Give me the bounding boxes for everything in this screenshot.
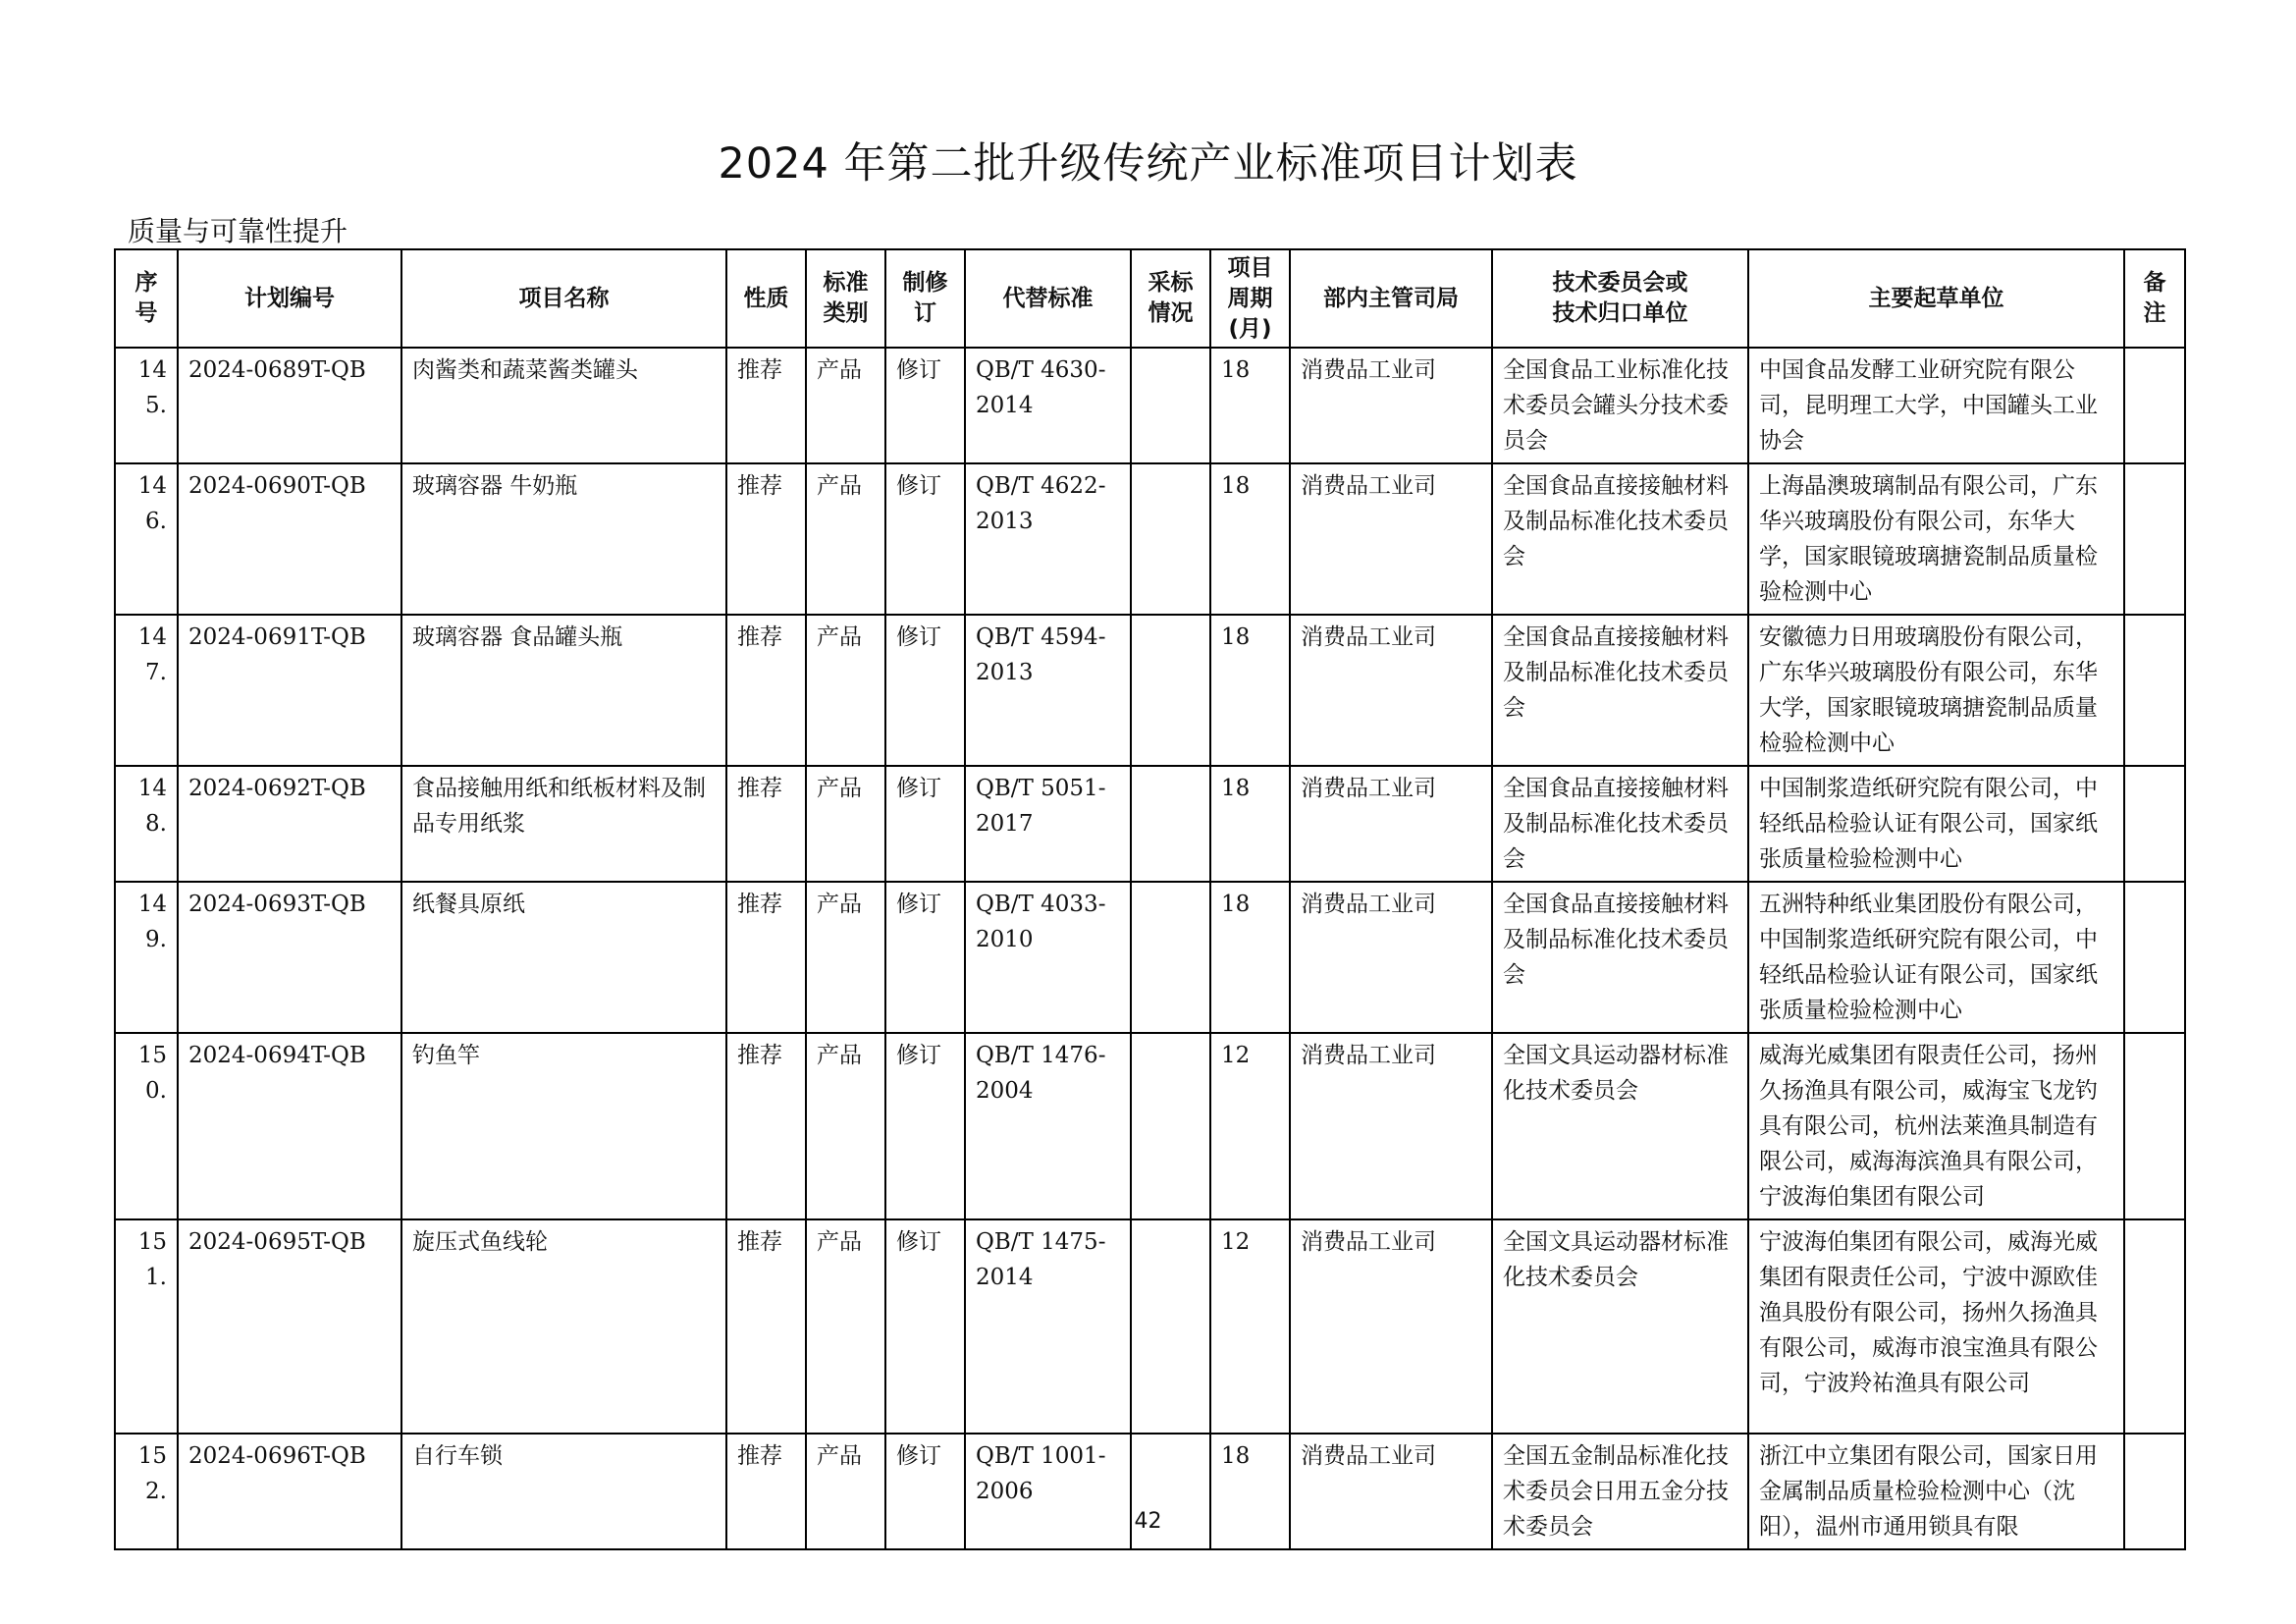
table-row <box>115 348 2185 463</box>
cell-notes <box>2124 1033 2185 1219</box>
cell-nature: 推荐 <box>726 615 806 766</box>
cell-drafters: 中国食品发酵工业研究院有限公司，昆明理工大学，中国罐头工业协会 <box>1748 348 2124 463</box>
cell-dept: 消费品工业司 <box>1290 1434 1492 1549</box>
header-cycle: 项目 周期 (月) <box>1210 249 1290 348</box>
cell-name: 食品接触用纸和纸板材料及制品专用纸浆 <box>401 766 726 882</box>
cell-committee: 全国食品直接接触材料及制品标准化技术委员会 <box>1492 882 1748 1033</box>
cell-drafters: 上海晶澳玻璃制品有限公司，广东华兴玻璃股份有限公司，东华大学，国家眼镜玻璃搪瓷制品质量检验检测中心 <box>1748 463 2124 615</box>
cell-adopt <box>1131 348 1210 463</box>
cell-seq: 148. <box>115 766 178 882</box>
cell-seq: 151. <box>115 1219 178 1434</box>
cell-name: 肉酱类和蔬菜酱类罐头 <box>401 348 726 463</box>
cell-nature: 推荐 <box>726 1033 806 1219</box>
header-name: 项目名称 <box>401 249 726 348</box>
table-row <box>115 463 2185 615</box>
cell-nature: 推荐 <box>726 766 806 882</box>
cell-committee: 全国文具运动器材标准化技术委员会 <box>1492 1219 1748 1434</box>
cell-adopt <box>1131 1033 1210 1219</box>
cell-plan-no: 2024-0692T-QB <box>178 766 401 882</box>
table-row <box>115 766 2185 882</box>
cell-notes <box>2124 463 2185 615</box>
table-header-row <box>115 249 2185 348</box>
cell-revise: 修订 <box>885 882 965 1033</box>
cell-cycle: 18 <box>1210 1434 1290 1549</box>
cell-name: 玻璃容器 牛奶瓶 <box>401 463 726 615</box>
cell-name: 玻璃容器 食品罐头瓶 <box>401 615 726 766</box>
cell-std-type: 产品 <box>806 615 885 766</box>
cell-committee: 全国文具运动器材标准化技术委员会 <box>1492 1033 1748 1219</box>
page-title: 2024 年第二批升级传统产业标准项目计划表 <box>718 139 1578 189</box>
cell-cycle: 18 <box>1210 463 1290 615</box>
cell-std-type: 产品 <box>806 766 885 882</box>
table-row <box>115 615 2185 766</box>
cell-seq: 149. <box>115 882 178 1033</box>
cell-revise: 修订 <box>885 463 965 615</box>
cell-notes <box>2124 348 2185 463</box>
cell-seq: 147. <box>115 615 178 766</box>
cell-dept: 消费品工业司 <box>1290 615 1492 766</box>
cell-adopt <box>1131 766 1210 882</box>
header-drafters: 主要起草单位 <box>1748 249 2124 348</box>
cell-seq: 146. <box>115 463 178 615</box>
cell-revise: 修订 <box>885 348 965 463</box>
cell-revise: 修订 <box>885 1219 965 1434</box>
cell-replace-standard: QB/T 1001-2006 <box>965 1434 1131 1549</box>
cell-notes <box>2124 882 2185 1033</box>
cell-plan-no: 2024-0693T-QB <box>178 882 401 1033</box>
cell-dept: 消费品工业司 <box>1290 1219 1492 1434</box>
header-plan-no: 计划编号 <box>178 249 401 348</box>
cell-committee: 全国食品直接接触材料及制品标准化技术委员会 <box>1492 615 1748 766</box>
header-replace: 代替标准 <box>965 249 1131 348</box>
page-number: 42 <box>1134 1509 1162 1534</box>
cell-name: 自行车锁 <box>401 1434 726 1549</box>
cell-std-type: 产品 <box>806 1219 885 1434</box>
cell-drafters: 威海光威集团有限责任公司，扬州久扬渔具有限公司，威海宝飞龙钓具有限公司，杭州法莱渔具制造有限公司，威海海滨渔具有限公司，宁波海伯集团有限公司 <box>1748 1033 2124 1219</box>
cell-replace-standard: QB/T 4630-2014 <box>965 348 1131 463</box>
cell-cycle: 18 <box>1210 766 1290 882</box>
header-committee: 技术委员会或 技术归口单位 <box>1492 249 1748 348</box>
cell-committee: 全国食品工业标准化技术委员会罐头分技术委员会 <box>1492 348 1748 463</box>
table-row <box>115 882 2185 1033</box>
category-label: 质量与可靠性提升 <box>128 215 348 247</box>
cell-drafters: 安徽德力日用玻璃股份有限公司，广东华兴玻璃股份有限公司，东华大学，国家眼镜玻璃搪瓷制品质量检验检测中心 <box>1748 615 2124 766</box>
cell-notes <box>2124 1219 2185 1434</box>
cell-nature: 推荐 <box>726 1434 806 1549</box>
table-row <box>115 1219 2185 1434</box>
cell-drafters: 宁波海伯集团有限公司，威海光威集团有限责任公司，宁波中源欧佳渔具股份有限公司，扬州久扬渔具有限公司，威海市浪宝渔具有限公司，宁波羚祐渔具有限公司 <box>1748 1219 2124 1434</box>
cell-cycle: 12 <box>1210 1033 1290 1219</box>
cell-plan-no: 2024-0689T-QB <box>178 348 401 463</box>
cell-replace-standard: QB/T 4594-2013 <box>965 615 1131 766</box>
cell-replace-standard: QB/T 4622-2013 <box>965 463 1131 615</box>
cell-std-type: 产品 <box>806 463 885 615</box>
header-dept: 部内主管司局 <box>1290 249 1492 348</box>
cell-committee: 全国食品直接接触材料及制品标准化技术委员会 <box>1492 766 1748 882</box>
cell-adopt <box>1131 615 1210 766</box>
header-revise: 制修 订 <box>885 249 965 348</box>
cell-name: 钓鱼竿 <box>401 1033 726 1219</box>
header-notes: 备 注 <box>2124 249 2185 348</box>
cell-dept: 消费品工业司 <box>1290 766 1492 882</box>
cell-adopt <box>1131 882 1210 1033</box>
cell-plan-no: 2024-0696T-QB <box>178 1434 401 1549</box>
cell-committee: 全国食品直接接触材料及制品标准化技术委员会 <box>1492 463 1748 615</box>
cell-plan-no: 2024-0694T-QB <box>178 1033 401 1219</box>
cell-name: 旋压式鱼线轮 <box>401 1219 726 1434</box>
cell-drafters: 五洲特种纸业集团股份有限公司，中国制浆造纸研究院有限公司，中轻纸品检验认证有限公司，国家纸张质量检验检测中心 <box>1748 882 2124 1033</box>
cell-replace-standard: QB/T 5051-2017 <box>965 766 1131 882</box>
cell-revise: 修订 <box>885 1434 965 1549</box>
cell-replace-standard: QB/T 1475-2014 <box>965 1219 1131 1434</box>
header-seq: 序 号 <box>115 249 178 348</box>
cell-nature: 推荐 <box>726 882 806 1033</box>
header-std-type: 标准 类别 <box>806 249 885 348</box>
cell-seq: 150. <box>115 1033 178 1219</box>
cell-seq: 145. <box>115 348 178 463</box>
table-row <box>115 1033 2185 1219</box>
cell-plan-no: 2024-0691T-QB <box>178 615 401 766</box>
cell-nature: 推荐 <box>726 348 806 463</box>
cell-std-type: 产品 <box>806 1033 885 1219</box>
cell-notes <box>2124 766 2185 882</box>
cell-dept: 消费品工业司 <box>1290 882 1492 1033</box>
header-adopt: 采标 情况 <box>1131 249 1210 348</box>
cell-cycle: 18 <box>1210 615 1290 766</box>
cell-replace-standard: QB/T 1476-2004 <box>965 1033 1131 1219</box>
standards-plan-table <box>114 248 2186 1550</box>
header-nature: 性质 <box>726 249 806 348</box>
cell-std-type: 产品 <box>806 1434 885 1549</box>
cell-dept: 消费品工业司 <box>1290 1033 1492 1219</box>
cell-std-type: 产品 <box>806 882 885 1033</box>
cell-plan-no: 2024-0690T-QB <box>178 463 401 615</box>
cell-revise: 修订 <box>885 1033 965 1219</box>
cell-cycle: 18 <box>1210 882 1290 1033</box>
cell-dept: 消费品工业司 <box>1290 348 1492 463</box>
cell-std-type: 产品 <box>806 348 885 463</box>
cell-plan-no: 2024-0695T-QB <box>178 1219 401 1434</box>
cell-committee: 全国五金制品标准化技术委员会日用五金分技术委员会 <box>1492 1434 1748 1549</box>
cell-revise: 修订 <box>885 615 965 766</box>
cell-cycle: 18 <box>1210 348 1290 463</box>
cell-cycle: 12 <box>1210 1219 1290 1434</box>
cell-nature: 推荐 <box>726 463 806 615</box>
cell-seq: 152. <box>115 1434 178 1549</box>
table-body <box>115 348 2185 1549</box>
cell-nature: 推荐 <box>726 1219 806 1434</box>
cell-adopt <box>1131 1219 1210 1434</box>
cell-adopt <box>1131 463 1210 615</box>
cell-name: 纸餐具原纸 <box>401 882 726 1033</box>
cell-dept: 消费品工业司 <box>1290 463 1492 615</box>
cell-drafters: 浙江中立集团有限公司，国家日用金属制品质量检验检测中心（沈阳），温州市通用锁具有限 <box>1748 1434 2124 1549</box>
cell-replace-standard: QB/T 4033-2010 <box>965 882 1131 1033</box>
cell-revise: 修订 <box>885 766 965 882</box>
cell-notes <box>2124 615 2185 766</box>
cell-drafters: 中国制浆造纸研究院有限公司，中轻纸品检验认证有限公司，国家纸张质量检验检测中心 <box>1748 766 2124 882</box>
